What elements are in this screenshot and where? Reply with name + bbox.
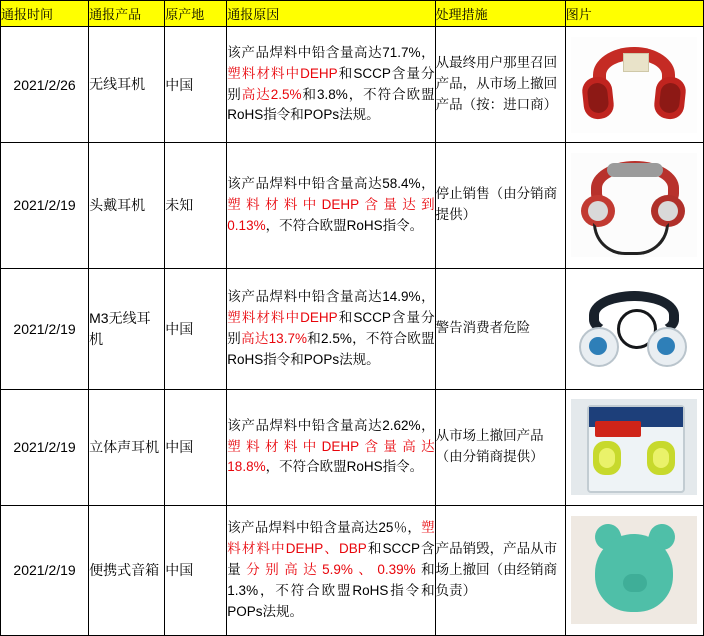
cell-time: 2021/2/26 <box>1 27 89 143</box>
red-grey-headphones-with-cable-photo <box>571 153 697 257</box>
red-over-ear-headphones-photo <box>571 37 697 133</box>
white-blue-headphones-photo <box>571 279 697 379</box>
reason-text: 和1.3%，不符合欧盟RoHS指令和POPs法规。 <box>227 561 435 619</box>
reason-highlight: 塑料材料中DEHP <box>227 65 338 81</box>
column-header-origin: 原产地 <box>165 1 227 27</box>
cell-product: M3无线耳机 <box>89 268 165 389</box>
table-row <box>1 268 704 389</box>
cell-time: 2021/2/19 <box>1 505 89 635</box>
cell-image <box>565 268 703 389</box>
cell-reason <box>227 389 435 505</box>
cell-time: 2021/2/19 <box>1 389 89 505</box>
cell-origin: 中国 <box>165 268 227 389</box>
reason-text: 和SCCP含量 <box>227 540 435 577</box>
reason-text: 该产品焊料中铅含量高达58.4%， <box>227 175 435 191</box>
cell-product: 便携式音箱 <box>89 505 165 635</box>
reason-text: 该产品焊料中铅含量高达2.62%， <box>227 417 435 433</box>
cell-reason <box>227 268 435 389</box>
cell-measure: 停止销售（由分销商提供） <box>435 143 565 269</box>
reason-highlight: 分别高达5.9%、0.39% <box>246 561 416 577</box>
reason-text: 该产品焊料中铅含量高达25％， <box>227 519 422 535</box>
cell-reason <box>227 505 435 635</box>
reason-highlight: 高达2.5% <box>241 86 302 102</box>
reason-highlight: 塑料材料中DEHP、DBP <box>227 519 435 556</box>
cell-measure: 产品销毁，产品从市场上撤回（由经销商负责） <box>435 505 565 635</box>
reason-text: 该产品焊料中铅含量高达14.9%， <box>227 288 435 304</box>
column-header-time: 通报时间 <box>1 1 89 27</box>
reason-text: ，不符合欧盟RoHS指令。 <box>265 459 424 475</box>
table-row <box>1 505 704 635</box>
cell-measure: 从市场上撤回产品（由分销商提供） <box>435 389 565 505</box>
cell-origin: 未知 <box>165 143 227 269</box>
cell-reason <box>227 143 435 269</box>
cell-product: 立体声耳机 <box>89 389 165 505</box>
reason-text: 和SCCP含量分别 <box>227 309 435 346</box>
cell-origin: 中国 <box>165 389 227 505</box>
reason-highlight: 塑料材料中DEHP含量达到0.13% <box>227 196 435 233</box>
reason-text: 该产品焊料中铅含量高达71.7%， <box>227 44 435 60</box>
column-header-measure: 处理措施 <box>435 1 565 27</box>
cell-measure: 从最终用户那里召回产品，从市场上撤回产品（按：进口商） <box>435 27 565 143</box>
cell-image <box>565 389 703 505</box>
cell-product: 无线耳机 <box>89 27 165 143</box>
table-row <box>1 389 704 505</box>
cell-measure: 警告消费者危险 <box>435 268 565 389</box>
cell-origin: 中国 <box>165 505 227 635</box>
column-header-reason: 通报原因 <box>227 1 435 27</box>
cell-image <box>565 505 703 635</box>
table-row <box>1 27 704 143</box>
cell-origin: 中国 <box>165 27 227 143</box>
packaged-green-earphones-photo <box>571 399 697 495</box>
reason-highlight: 塑料材料中DEHP <box>227 309 338 325</box>
column-header-image: 图片 <box>565 1 703 27</box>
green-pig-speaker-photo <box>571 516 697 624</box>
reason-highlight: 塑料材料中DEHP含量高达18.8% <box>227 438 435 475</box>
cell-time: 2021/2/19 <box>1 268 89 389</box>
cell-reason <box>227 27 435 143</box>
reason-text: 和2.5%，不符合欧盟RoHS指令和POPs法规。 <box>227 330 435 367</box>
column-header-product: 通报产品 <box>89 1 165 27</box>
reason-text: 和SCCP含量分别 <box>227 65 435 102</box>
table-row <box>1 143 704 269</box>
cell-time: 2021/2/19 <box>1 143 89 269</box>
cell-product: 头戴耳机 <box>89 143 165 269</box>
cell-image <box>565 143 703 269</box>
reason-highlight: 高达13.7% <box>241 330 307 346</box>
reason-text: ，不符合欧盟RoHS指令。 <box>265 217 424 233</box>
reason-text: 和3.8%，不符合欧盟RoHS指令和POPs法规。 <box>227 86 435 123</box>
cell-image <box>565 27 703 143</box>
table-header-row <box>1 1 704 27</box>
